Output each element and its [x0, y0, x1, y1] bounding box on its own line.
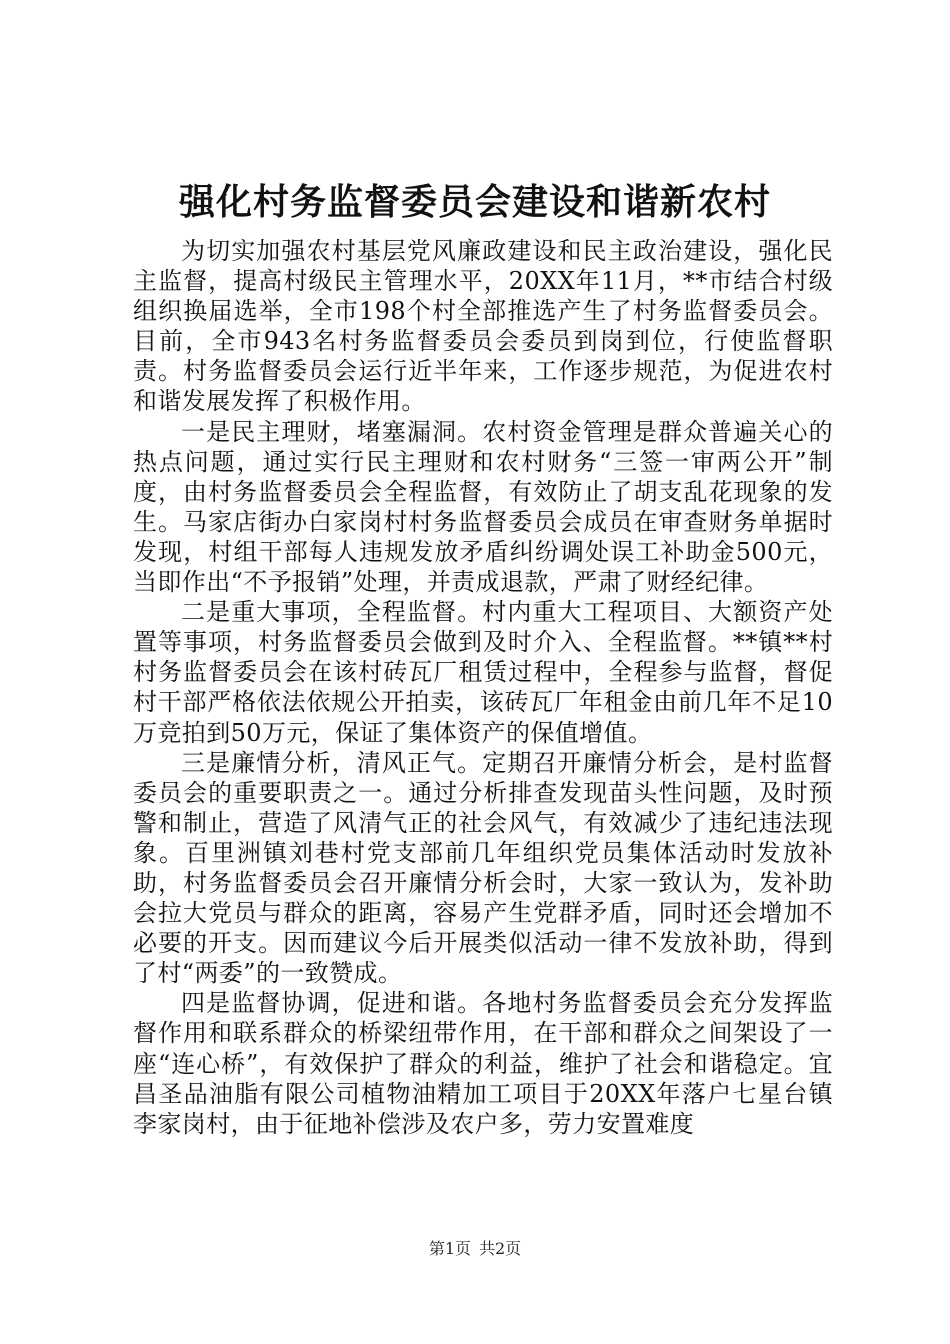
paragraph-intro: 为切实加强农村基层党风廉政建设和民主政治建设，强化民主监督，提高村级民主管理水平，20XX年11月，**市结合村级组织换届选举，全市198个村全部推选产生了村务监督委员会。目前，全市943名村务监督委员会委员到岗到位，行使监督职责。村务监督委员会运行近半年来，工作逐步规范，为促进农村和谐发展发挥了积极作用。	[133, 237, 833, 416]
paragraph-integrity-analysis: 三是廉情分析，清风正气。定期召开廉情分析会，是村监督委员会的重要职责之一。通过分析排查发现苗头性问题，及时预警和制止，营造了风清气正的社会风气，有效减少了违纪违法现象。百里洲镇刘巷村党支部前几年组织党员集体活动时发放补助，村务监督委员会召开廉情分析会时，大家一致认为，发补助会拉大党员与群众的距离，容易产生党群矛盾，同时还会增加不必要的开支。因而建议今后开展类似活动一律不发放补助，得到了村“两委”的一致赞成。	[133, 748, 833, 988]
page-total: 共2页	[479, 1239, 522, 1258]
document-title: 强化村务监督委员会建设和谐新农村	[178, 181, 771, 223]
page-footer	[0, 1238, 950, 1260]
paragraph-supervision-coordination: 四是监督协调，促进和谐。各地村务监督委员会充分发挥监督作用和联系群众的桥梁纽带作用，在干部和群众之间架设了一座“连心桥”，有效保护了群众的利益，维护了社会和谐稳定。宜昌圣品油脂有限公司植物油精加工项目于20XX年落户七星台镇李家岗村，由于征地补偿涉及农户多，劳力安置难度	[133, 989, 833, 1138]
page-number: 第1页	[428, 1239, 471, 1258]
paragraph-democratic-finance: 一是民主理财，堵塞漏洞。农村资金管理是群众普遍关心的热点问题，通过实行民主理财和农村财务“三签一审两公开”制度，由村务监督委员会全程监督，有效防止了胡支乱花现象的发生。马家店街办白家岗村村务监督委员会成员在审查财务单据时发现，村组干部每人违规发放矛盾纠纷调处误工补助金500元，当即作出“不予报销”处理，并责成退款，严肃了财经纪律。	[133, 417, 833, 597]
document-body	[133, 236, 833, 1139]
paragraph-major-matters: 二是重大事项，全程监督。村内重大工程项目、大额资产处置等事项，村务监督委员会做到及时介入、全程监督。**镇**村村务监督委员会在该村砖瓦厂租赁过程中，全程参与监督，督促村干部严格依法依规公开拍卖，该砖瓦厂年租金由前几年不足10万竞拍到50万元，保证了集体资产的保值增值。	[133, 598, 833, 747]
